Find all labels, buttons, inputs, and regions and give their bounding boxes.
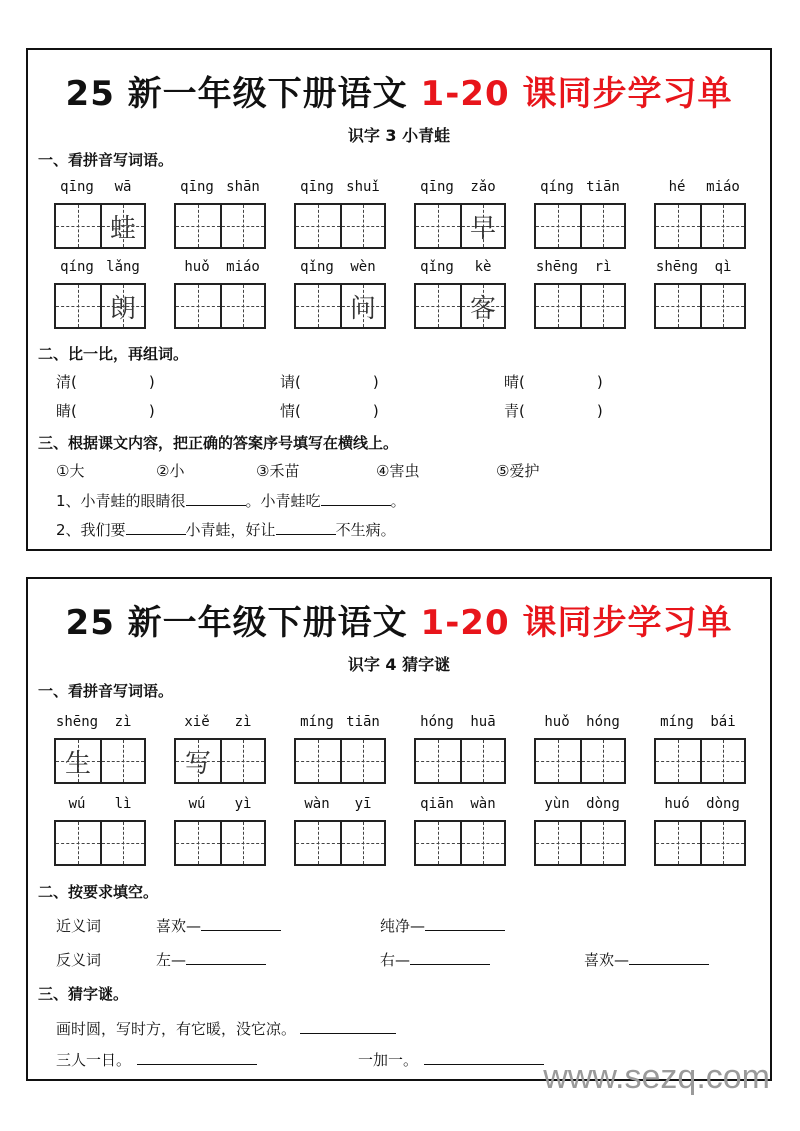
writing-cell[interactable]: [700, 822, 744, 864]
given-character: [536, 740, 580, 782]
tianzige-boxes: [54, 203, 146, 249]
pinyin-syllable: bái: [710, 714, 736, 730]
given-character: 朗: [109, 293, 136, 324]
pinyin-syllable: wàn: [304, 796, 330, 812]
tianzige-boxes: [294, 203, 386, 249]
writing-cell[interactable]: [296, 822, 340, 864]
pinyin-syllable: qǐng: [300, 259, 334, 275]
pinyin-syllable: zǎo: [470, 179, 496, 195]
synonym-label: 近义词: [56, 917, 102, 935]
writing-cell[interactable]: [416, 740, 460, 782]
antonym-item: [156, 949, 266, 970]
riddle-1: [56, 1018, 396, 1039]
tianzige-boxes: [534, 283, 626, 329]
compare-word-item: [504, 371, 603, 392]
worksheet-title: [28, 66, 770, 115]
character: 清: [56, 373, 72, 391]
worksheet-title: [28, 595, 770, 644]
pinyin-label: [294, 179, 386, 199]
answer-blank[interactable]: [425, 915, 505, 931]
pinyin-label: [54, 714, 146, 734]
answer-blank[interactable]: [137, 1049, 257, 1065]
writing-cell[interactable]: [220, 205, 264, 247]
answer-option: ⑤爱护: [496, 462, 540, 480]
given-character: [102, 822, 144, 864]
pinyin-label: [174, 714, 266, 734]
character: 青: [504, 402, 520, 420]
given-character: [416, 285, 460, 327]
pinyin-syllable: rì: [594, 259, 612, 275]
given-character: [296, 822, 340, 864]
given-character: [176, 205, 220, 247]
writing-cell[interactable]: [176, 205, 220, 247]
paren-open: (: [519, 402, 525, 420]
pinyin-syllable: xiě: [184, 714, 210, 730]
pinyin-syllable: zì: [114, 714, 132, 730]
writing-cell[interactable]: [176, 285, 220, 327]
given-character: 蛙: [109, 213, 136, 244]
writing-cell[interactable]: [56, 205, 100, 247]
paren-close: ): [596, 402, 603, 420]
pinyin-syllable: hóng: [586, 714, 620, 730]
writing-cell[interactable]: [56, 822, 100, 864]
pinyin-label: [294, 714, 386, 734]
watermark: www.sezq.com: [543, 1058, 770, 1096]
tianzige-boxes: [654, 203, 746, 249]
writing-cell[interactable]: [176, 822, 220, 864]
pinyin-syllable: qīng: [60, 179, 94, 195]
given-character: 早: [469, 213, 496, 244]
given-character: [582, 285, 624, 327]
answer-option: ③禾苗: [256, 462, 300, 480]
question-2: [56, 519, 396, 540]
writing-cell[interactable]: [460, 822, 504, 864]
antonym-item: [380, 949, 490, 970]
tianzige-boxes: [414, 738, 506, 784]
writing-cell[interactable]: [656, 740, 700, 782]
writing-cell[interactable]: [100, 740, 144, 782]
pinyin-syllable: wàn: [470, 796, 496, 812]
answer-blank[interactable]: [276, 519, 336, 535]
writing-cell[interactable]: [220, 285, 264, 327]
writing-cell[interactable]: [416, 205, 460, 247]
pinyin-syllable: miáo: [706, 179, 740, 195]
writing-cell[interactable]: [536, 285, 580, 327]
pinyin-syllable: huó: [664, 796, 690, 812]
given-character: 客: [469, 293, 496, 324]
given-character: [582, 740, 624, 782]
paren-close: ): [148, 373, 155, 391]
section-heading: 三、猜字谜。: [38, 985, 129, 1003]
compare-word-item: [56, 400, 155, 421]
given-character: [462, 822, 504, 864]
pinyin-syllable: míng: [300, 714, 334, 730]
question-text: 不生病。: [335, 521, 396, 539]
pinyin-syllable: dòng: [586, 796, 620, 812]
pinyin-label: [534, 796, 626, 816]
given-character: [342, 205, 384, 247]
given-character: [416, 205, 460, 247]
given-character: [56, 285, 100, 327]
character: 情: [280, 402, 296, 420]
pinyin-label: [414, 179, 506, 199]
pinyin-syllable: shēng: [55, 714, 99, 730]
answer-option: ④害虫: [376, 462, 420, 480]
title-red-part: 1-20 课同步学习单: [420, 74, 733, 114]
given-character: [536, 205, 580, 247]
pinyin-syllable: zì: [234, 714, 252, 730]
writing-cell[interactable]: [700, 205, 744, 247]
pinyin-label: [654, 179, 746, 199]
tianzige-boxes: [534, 203, 626, 249]
pinyin-syllable: dòng: [706, 796, 740, 812]
question-text: 。小青蛙吃: [245, 492, 321, 510]
given-character: [536, 822, 580, 864]
section-heading: 二、比一比，再组词。: [38, 345, 189, 363]
answer-blank[interactable]: [201, 915, 281, 931]
given-character: [536, 285, 580, 327]
answer-blank[interactable]: [629, 949, 709, 965]
compare-word-item: [280, 371, 379, 392]
writing-cell[interactable]: [460, 285, 504, 327]
given-character: [582, 205, 624, 247]
given-character: [222, 205, 264, 247]
writing-cell[interactable]: [100, 285, 144, 327]
writing-cell[interactable]: [656, 822, 700, 864]
answer-option: ②小: [156, 462, 185, 480]
paren-close: ): [372, 402, 379, 420]
paren-open: (: [519, 373, 525, 391]
worksheet-1: [26, 48, 772, 551]
writing-cell[interactable]: [340, 822, 384, 864]
pinyin-syllable: qíng: [540, 179, 574, 195]
given-character: [222, 285, 264, 327]
tianzige-boxes: [294, 738, 386, 784]
worksheet-2: [26, 577, 772, 1081]
writing-cell[interactable]: [580, 285, 624, 327]
question-text: 。: [390, 492, 406, 510]
answer-option: ①大: [56, 462, 85, 480]
character: 睛: [56, 402, 72, 420]
tianzige-boxes: [174, 203, 266, 249]
title-red-part: 1-20 课同步学习单: [420, 603, 733, 643]
tianzige-boxes: [54, 283, 146, 329]
pinyin-label: [654, 714, 746, 734]
writing-cell[interactable]: [296, 285, 340, 327]
writing-cell[interactable]: [176, 740, 220, 782]
answer-blank[interactable]: [300, 1018, 396, 1034]
answer-blank[interactable]: [126, 519, 186, 535]
tianzige-boxes: [414, 283, 506, 329]
pinyin-syllable: huā: [470, 714, 496, 730]
given-character: 写: [184, 748, 211, 779]
writing-cell[interactable]: [296, 205, 340, 247]
pinyin-syllable: lì: [114, 796, 132, 812]
paren-close: ): [596, 373, 603, 391]
pinyin-syllable: huǒ: [184, 259, 210, 275]
title-black-part: 25 新一年级下册语文: [65, 603, 421, 643]
pinyin-syllable: miáo: [226, 259, 260, 275]
writing-cell[interactable]: [536, 205, 580, 247]
pinyin-syllable: yì: [234, 796, 252, 812]
paren-open: (: [71, 402, 77, 420]
riddle-text: 一加一。: [358, 1051, 419, 1069]
paren-open: (: [295, 373, 301, 391]
compare-word-item: [280, 400, 379, 421]
pinyin-label: [654, 796, 746, 816]
writing-cell[interactable]: [700, 285, 744, 327]
tianzige-boxes: [294, 283, 386, 329]
pinyin-syllable: hé: [668, 179, 686, 195]
pinyin-syllable: qīng: [420, 179, 454, 195]
pinyin-syllable: kè: [474, 259, 492, 275]
question-1: [56, 490, 406, 511]
pinyin-label: [654, 259, 746, 279]
item-text: 纯净—: [380, 917, 426, 935]
given-character: [656, 205, 700, 247]
compare-word-item: [56, 371, 155, 392]
pinyin-label: [534, 179, 626, 199]
pinyin-label: [54, 796, 146, 816]
writing-cell[interactable]: [296, 740, 340, 782]
pinyin-label: [174, 259, 266, 279]
tianzige-boxes: [174, 820, 266, 866]
given-character: [462, 740, 504, 782]
given-character: [702, 740, 744, 782]
character: 请: [280, 373, 296, 391]
pinyin-syllable: qīng: [180, 179, 214, 195]
section-heading: 一、看拼音写词语。: [38, 151, 174, 169]
paren-close: ): [372, 373, 379, 391]
pinyin-label: [414, 796, 506, 816]
pinyin-syllable: qíng: [60, 259, 94, 275]
pinyin-syllable: míng: [660, 714, 694, 730]
given-character: [582, 822, 624, 864]
writing-cell[interactable]: [536, 822, 580, 864]
pinyin-label: [534, 714, 626, 734]
tianzige-boxes: [654, 283, 746, 329]
pinyin-label: [54, 259, 146, 279]
given-character: [416, 822, 460, 864]
lesson-subtitle: 识字 4 猜字谜: [347, 655, 451, 674]
given-character: [296, 285, 340, 327]
given-character: [176, 822, 220, 864]
question-text: 1、小青蛙的眼睛很: [56, 492, 186, 510]
writing-cell[interactable]: [580, 205, 624, 247]
writing-cell[interactable]: [656, 285, 700, 327]
lesson-subtitle: 识字 3 小青蛙: [347, 126, 451, 145]
tianzige-boxes: [534, 738, 626, 784]
pinyin-syllable: yī: [354, 796, 372, 812]
given-character: [342, 740, 384, 782]
pinyin-label: [534, 259, 626, 279]
answer-blank[interactable]: [410, 949, 490, 965]
section-heading: 三、根据课文内容，把正确的答案序号填写在横线上。: [38, 434, 399, 452]
antonym-item: [584, 949, 709, 970]
writing-cell[interactable]: [56, 740, 100, 782]
tianzige-boxes: [294, 820, 386, 866]
tianzige-boxes: [654, 820, 746, 866]
pinyin-label: [294, 796, 386, 816]
given-character: [296, 205, 340, 247]
given-character: [702, 822, 744, 864]
synonym-item: [156, 915, 281, 936]
answer-blank[interactable]: [424, 1049, 544, 1065]
item-text: 左—: [156, 951, 187, 969]
writing-cell[interactable]: [340, 740, 384, 782]
writing-cell[interactable]: [416, 822, 460, 864]
paren-open: (: [71, 373, 77, 391]
answer-blank[interactable]: [186, 490, 246, 506]
given-character: [222, 822, 264, 864]
paren-close: ): [148, 402, 155, 420]
question-text: 2、我们要: [56, 521, 126, 539]
item-text: 右—: [380, 951, 411, 969]
section-heading: 一、看拼音写词语。: [38, 682, 174, 700]
item-text: 喜欢—: [584, 951, 630, 969]
writing-cell[interactable]: [220, 822, 264, 864]
tianzige-boxes: [174, 738, 266, 784]
pinyin-label: [174, 796, 266, 816]
tianzige-boxes: [414, 820, 506, 866]
given-character: [56, 822, 100, 864]
pinyin-syllable: wèn: [350, 259, 376, 275]
tianzige-boxes: [54, 738, 146, 784]
riddle-text: 画时圆，写时方，有它暖，没它凉。: [56, 1020, 297, 1038]
item-text: 喜欢—: [156, 917, 202, 935]
given-character: 生: [64, 748, 91, 779]
given-character: [296, 740, 340, 782]
pinyin-label: [294, 259, 386, 279]
tianzige-boxes: [654, 738, 746, 784]
pinyin-syllable: qīng: [300, 179, 334, 195]
riddle-3: [358, 1049, 544, 1070]
tianzige-boxes: [414, 203, 506, 249]
given-character: [342, 822, 384, 864]
given-character: [56, 205, 100, 247]
pinyin-syllable: wú: [188, 796, 206, 812]
writing-cell[interactable]: [460, 740, 504, 782]
antonym-label: 反义词: [56, 951, 102, 969]
writing-cell[interactable]: [536, 740, 580, 782]
section-heading: 二、按要求填空。: [38, 883, 159, 901]
pinyin-label: [54, 179, 146, 199]
given-character: [176, 285, 220, 327]
given-character: [656, 822, 700, 864]
answer-blank[interactable]: [186, 949, 266, 965]
pinyin-syllable: lǎng: [106, 259, 140, 275]
given-character: [702, 205, 744, 247]
writing-cell[interactable]: [56, 285, 100, 327]
writing-cell[interactable]: [100, 822, 144, 864]
synonym-item: [380, 915, 505, 936]
writing-cell[interactable]: [580, 822, 624, 864]
pinyin-syllable: huǒ: [544, 714, 570, 730]
given-character: [222, 740, 264, 782]
given-character: 问: [349, 293, 376, 324]
pinyin-label: [174, 179, 266, 199]
pinyin-syllable: hóng: [420, 714, 454, 730]
writing-cell[interactable]: [416, 285, 460, 327]
given-character: [702, 285, 744, 327]
writing-cell[interactable]: [340, 205, 384, 247]
pinyin-syllable: shēng: [655, 259, 699, 275]
pinyin-syllable: tiān: [586, 179, 620, 195]
paren-open: (: [295, 402, 301, 420]
tianzige-boxes: [534, 820, 626, 866]
given-character: [102, 740, 144, 782]
pinyin-syllable: shuǐ: [346, 179, 380, 195]
pinyin-syllable: wā: [114, 179, 132, 195]
pinyin-syllable: qì: [714, 259, 732, 275]
writing-cell[interactable]: [580, 740, 624, 782]
writing-cell[interactable]: [100, 205, 144, 247]
pinyin-syllable: qiān: [420, 796, 454, 812]
writing-cell[interactable]: [220, 740, 264, 782]
tianzige-boxes: [54, 820, 146, 866]
pinyin-syllable: wú: [68, 796, 86, 812]
pinyin-syllable: qǐng: [420, 259, 454, 275]
riddle-2: [56, 1049, 257, 1070]
pinyin-syllable: tiān: [346, 714, 380, 730]
tianzige-boxes: [174, 283, 266, 329]
given-character: [656, 285, 700, 327]
pinyin-syllable: shēng: [535, 259, 579, 275]
given-character: [656, 740, 700, 782]
pinyin-syllable: yùn: [544, 796, 570, 812]
compare-word-item: [504, 400, 603, 421]
given-character: [416, 740, 460, 782]
character: 晴: [504, 373, 520, 391]
pinyin-syllable: shān: [226, 179, 260, 195]
pinyin-label: [414, 259, 506, 279]
answer-blank[interactable]: [321, 490, 391, 506]
writing-cell[interactable]: [340, 285, 384, 327]
writing-cell[interactable]: [460, 205, 504, 247]
title-black-part: 25 新一年级下册语文: [65, 74, 421, 114]
question-text: 小青蛙，好让: [185, 521, 276, 539]
riddle-text: 三人一日。: [56, 1051, 132, 1069]
pinyin-label: [414, 714, 506, 734]
writing-cell[interactable]: [656, 205, 700, 247]
writing-cell[interactable]: [700, 740, 744, 782]
